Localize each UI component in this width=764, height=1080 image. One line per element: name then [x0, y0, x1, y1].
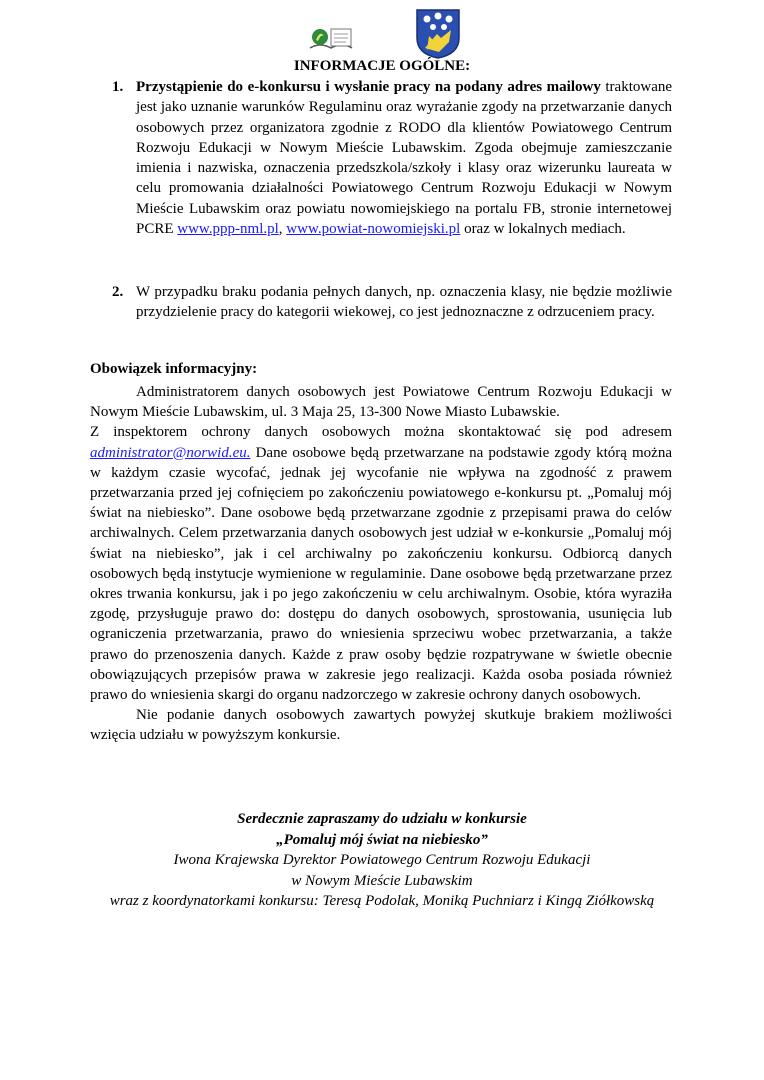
item-text: traktowane jest jako uznanie warunków Regulaminu oraz wyrażanie zgody na przetwarzanie danych osobowych przez organizatora zgodnie z RODO dla klientów Powiatowego Centrum Rozwoju Edukacji w Nowym Mieście Lubawskim. Zgoda obejmuje zamieszczanie imienia i nazwiska, oznaczenia przedszkola/szkoły i klasy oraz wizerunku laureata w celu promowania działalności Powiatowego Centrum Rozwoju Edukacji w Nowym Mieście Lubawskim oraz powiatu nowomiejskiego na portalu FB, stronie internetowej PCRE [136, 79, 673, 238]
county-crest-icon [415, 8, 461, 60]
list-number: 2. [112, 284, 124, 300]
list-item-2 [112, 282, 672, 323]
item-lead: Przystąpienie do e-konkursu i wysłanie pracy na podany adres mailowy [136, 79, 601, 95]
item-text: W przypadku braku podania pełnych danych, np. oznaczenia klasy, nie będzie możliwie przydzielenie pracy do kategorii wiekowej, co jest jednoznaczne z odrzuceniem pracy. [136, 284, 672, 321]
list-item-1 [112, 77, 672, 239]
ppp-logo-icon [308, 26, 354, 52]
signature-location: w Nowym Mieście Lubawskim [291, 872, 473, 889]
page-title: INFORMACJE OGÓLNE: [293, 58, 471, 74]
invitation-line: Serdecznie zapraszamy do udziału w konkursie [237, 811, 527, 827]
paragraph-data-protection [90, 422, 672, 705]
contest-name: „Pomaluj mój świat na niebiesko” [276, 831, 488, 848]
ppp-website-link[interactable]: www.ppp-nml.pl [177, 221, 279, 238]
item-tail: oraz w lokalnych mediach. [460, 221, 626, 238]
powiat-website-link[interactable]: www.powiat-nowomiejski.pl [286, 221, 461, 238]
link-separator: , [278, 221, 287, 238]
section-heading: Obowiązek informacyjny: [90, 361, 258, 377]
closing-block [0, 809, 764, 912]
information-clause [90, 382, 672, 746]
admin-email-link[interactable]: administrator@norwid.eu. [90, 444, 251, 461]
paragraph-text: Dane osobowe będą przetwarzane na podstawie zgody którą można w każdym czasie wycofać, jednak jej wycofanie nie wpływa na zgodność z prawem przetwarzania przed jej cofnięciem po zakończeniu powiatowego e-konkursu pt. „Pomaluj mój świat na niebiesko”. Dane osobowe będą przetwarzane zgodnie z przepisami prawa do celów archiwalnych. Celem przetwarzania danych osobowych jest udział w e-konkursie „Pomaluj mój świat na niebiesko”, jak i cel archiwalny po zakończeniu konkursu. Odbiorcą danych osobowych będą instytucje wymienione w regulaminie. Dane osobowe będą przetwarzane przez okres trwania konkursu, jak i po jego zakończeniu w celu archiwalnym. Osobie, która wyraziła zgodę, przysługuje prawo do: dostępu do danych osobowych, sprostowania, usunięcia lub ograniczenia przetwarzania, prawo do wniesienia sprzeciwu wobec przetwarzania, a także prawo do przenoszenia danych. Każde z praw osoby będzie rozpatrywane w świetle obecnie obowiązujących przepisów prawa w zakresie jego realizacji. Każda osoba posiada również prawo do wniesienia skargi do organu nadzorczego w zakresie ochrony danych osobowych. [90, 444, 672, 704]
paragraph-text: Z inspektorem ochrony danych osobowych można skontaktować się pod adresem [90, 424, 672, 441]
paragraph-administrator: Administratorem danych osobowych jest Powiatowe Centrum Rozwoju Edukacji w Nowym Mieście Lubawskim, ul. 3 Maja 25, 13-300 Nowe Miasto Lubawskie. [90, 384, 672, 421]
header-logos [300, 8, 470, 60]
paragraph-consequence: Nie podanie danych osobowych zawartych powyżej skutkuje brakiem możliwości wzięcia udziału w powyższym konkursie. [90, 707, 672, 744]
list-number: 1. [112, 79, 124, 95]
signature-coordinators: wraz z koordynatorkami konkursu: Teresą Podolak, Moniką Puchniarz i Kingą Ziółkowską [109, 893, 655, 909]
signature-director: Iwona Krajewska Dyrektor Powiatowego Centrum Rozwoju Edukacji [173, 852, 591, 868]
